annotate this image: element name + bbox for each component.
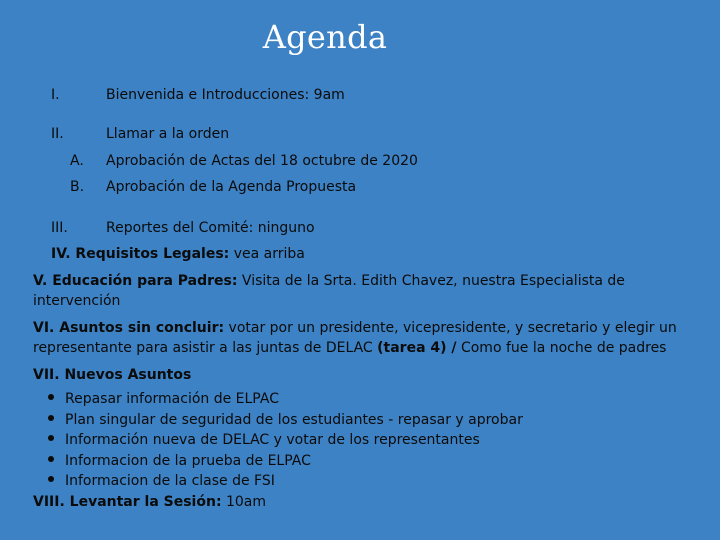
item-v-label: V. Educación para Padres: [33,273,238,289]
list-item [48,430,523,451]
item-v-text: Visita de la Srta. Edith Chavez, nuestra Especialista de intervención [33,273,625,309]
item-iv-text: vea arriba [229,246,305,262]
item-iii-number: III. [51,220,68,236]
list-item-text: Información nueva de DELAC y votar de los representantes [65,432,480,448]
list-item [48,471,523,492]
list-item [48,410,523,431]
item-iv-label: IV. Requisitos Legales: [51,246,230,262]
item-vi [33,318,683,358]
item-ii-text: Llamar a la orden [106,126,230,142]
item-ii-number: II. [51,126,64,142]
item-vi-tail: Como fue la noche de padres [456,340,667,356]
bullet-dot-icon [48,476,54,482]
item-viii-text: 10am [221,494,267,510]
list-item [48,451,523,472]
item-vi-bold-tail: (tarea 4) / [377,340,457,356]
item-i-text: Bienvenida e Introducciones: 9am [106,87,345,103]
item-iv [51,245,305,263]
item-ii-a-text: Aprobación de Actas del 18 octubre de 2020 [106,153,418,169]
slide-title: Agenda [262,18,388,56]
item-i-number: I. [51,87,60,103]
item-viii-label: VIII. Levantar la Sesión: [33,494,222,510]
bullet-dot-icon [48,415,54,421]
bullet-dot-icon [48,394,54,400]
item-ii-b-number: B. [70,179,85,195]
item-v [33,271,683,311]
item-ii-b-text: Aprobación de la Agenda Propuesta [106,179,357,195]
list-item-text: Plan singular de seguridad de los estudiantes - repasar y aprobar [65,411,523,428]
item-vi-label: VI. Asuntos sin concluir: [33,320,225,336]
list-item [48,389,523,410]
bullet-dot-icon [48,435,54,441]
item-vii-label: VII. Nuevos Asuntos [33,367,192,383]
item-viii [33,493,266,511]
new-business-list [48,389,523,492]
list-item-text: Informacion de la prueba de ELPAC [65,452,311,469]
item-vi-text: votar por un presidente, vicepresidente, y secretario y elegir un representante para asistir a las juntas de DELAC [33,320,677,356]
item-iii-text: Reportes del Comité: ninguno [106,220,315,236]
bullet-dot-icon [48,456,54,462]
item-ii-a-number: A. [70,153,84,169]
list-item-text: Repasar información de ELPAC [65,391,279,407]
list-item-text: Informacion de la clase de FSI [65,473,275,489]
